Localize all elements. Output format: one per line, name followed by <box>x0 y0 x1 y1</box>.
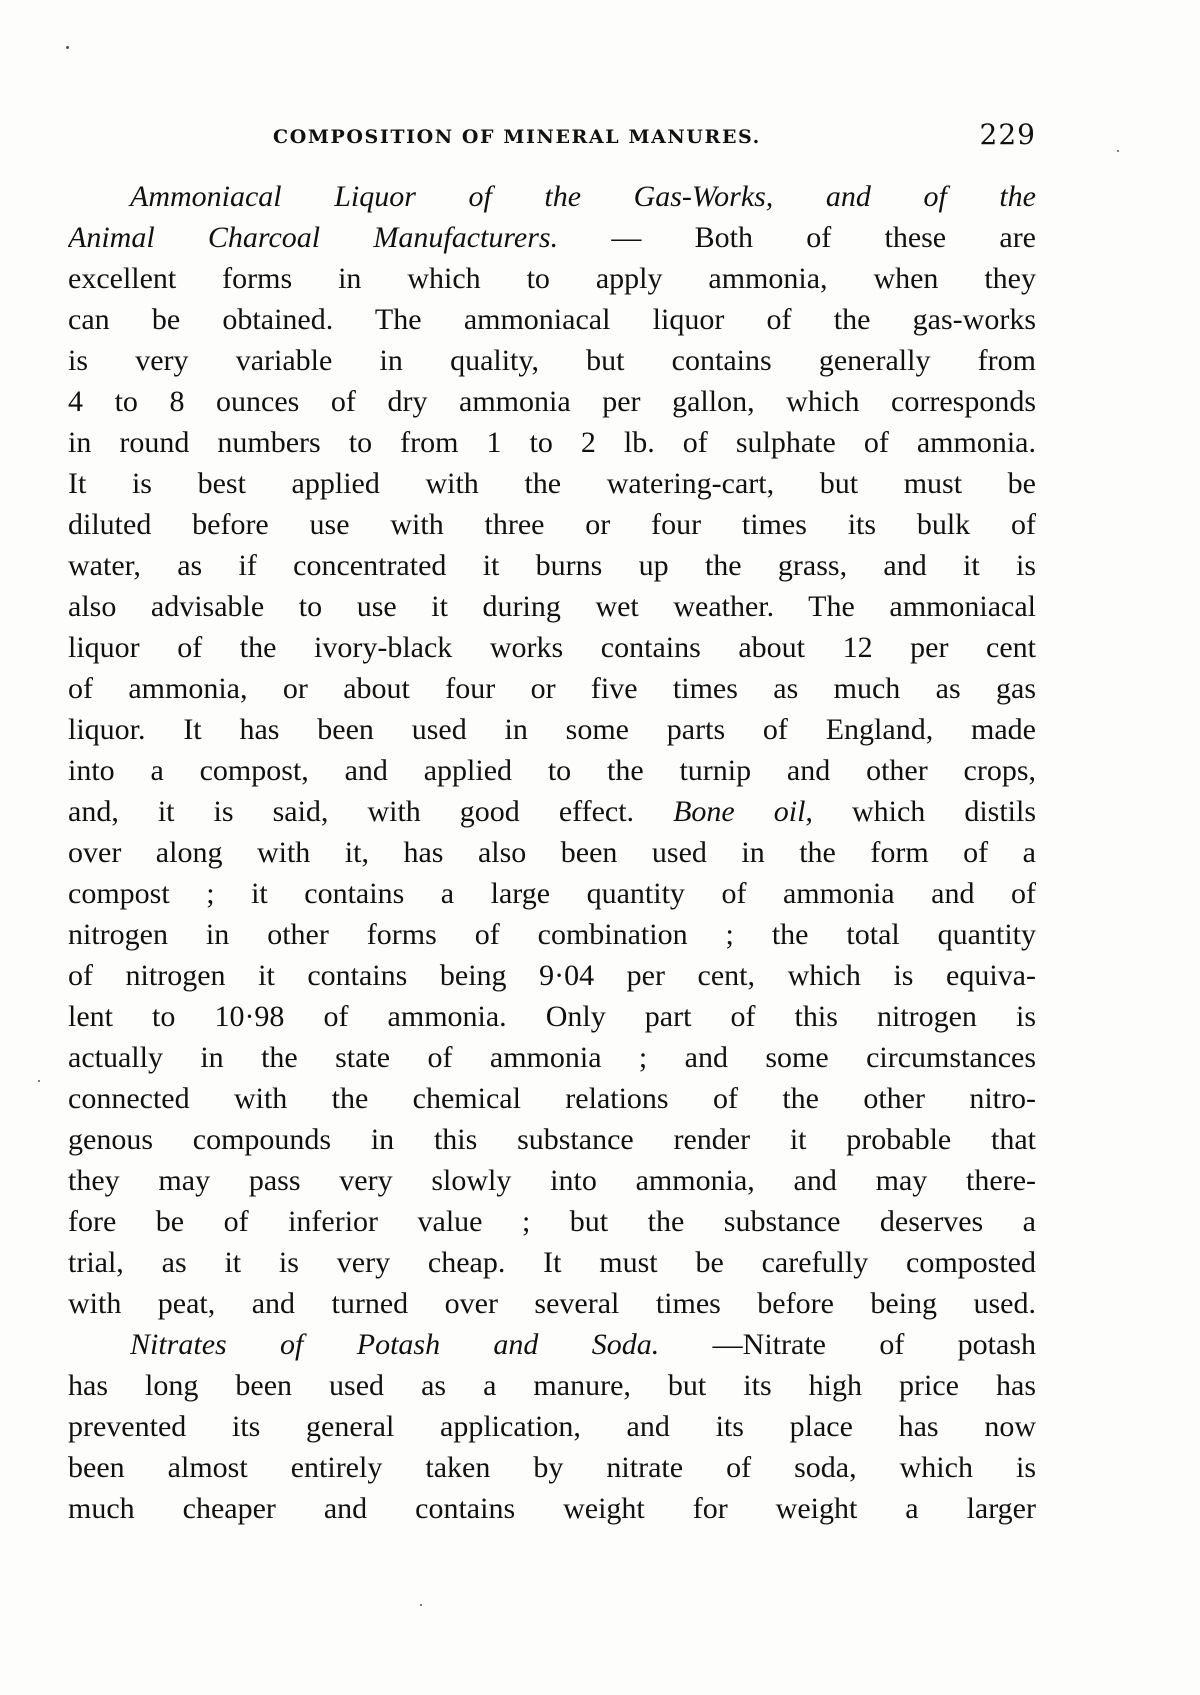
heading-text: Nitrates of Potash and Soda. <box>130 1328 660 1361</box>
text-line: also advisable to use it during wet weather. The ammoniacal <box>68 590 1036 623</box>
text-line: with peat, and turned over several times before being used. <box>68 1287 1036 1320</box>
text-line: trial, as it is very cheap. It must be carefully composted <box>68 1246 1036 1279</box>
text-line: lent to 10·98 of ammonia. Only part of this nitrogen is <box>68 1000 1036 1033</box>
paragraph-heading <box>68 1324 1036 1365</box>
text-line: into a compost, and applied to the turnip and other crops, <box>68 754 1036 787</box>
text-line: of ammonia, or about four or five times as much as gas <box>68 672 1036 705</box>
italic-term: Bone oil, <box>673 795 813 828</box>
text-line: fore be of inferior value ; but the substance deserves a <box>68 1205 1036 1238</box>
heading-text: Ammoniacal Liquor of the Gas-Works, and of the <box>130 180 1036 213</box>
text-line: over along with it, has also been used in the form of a <box>68 836 1036 869</box>
text-line: can be obtained. The ammoniacal liquor of the gas-works <box>68 303 1036 336</box>
text-line: 4 to 8 ounces of dry ammonia per gallon, which corresponds <box>68 385 1036 418</box>
text-line: water, as if concentrated it burns up the grass, and it is <box>68 549 1036 582</box>
text-line: compost ; it contains a large quantity of ammonia and of <box>68 877 1036 910</box>
text-line: been almost entirely taken by nitrate of soda, which is <box>68 1451 1036 1484</box>
text-line: they may pass very slowly into ammonia, and may there- <box>68 1164 1036 1197</box>
text-line: genous compounds in this substance render it probable that <box>68 1123 1036 1156</box>
text-line: liquor of the ivory-black works contains about 12 per cent <box>68 631 1036 664</box>
paper-speck <box>1117 150 1119 152</box>
text-line: of nitrogen it contains being 9·04 per cent, which is equiva- <box>68 959 1036 992</box>
paragraph-heading <box>68 176 1036 217</box>
text-line: diluted before use with three or four times its bulk of <box>68 508 1036 541</box>
text-line: much cheaper and contains weight for weight a larger <box>68 1492 1036 1525</box>
text-line: connected with the chemical relations of the other nitro- <box>68 1082 1036 1115</box>
text-line: liquor. It has been used in some parts of England, made <box>68 713 1036 746</box>
paper-speck <box>38 1080 40 1082</box>
text-line: excellent forms in which to apply ammonia, when they <box>68 262 1036 295</box>
text-line: is very variable in quality, but contains generally from <box>68 344 1036 377</box>
paper-speck <box>66 46 69 49</box>
running-head <box>68 118 1036 158</box>
running-title: COMPOSITION OF MINERAL MANURES. <box>273 126 761 148</box>
text-line: nitrogen in other forms of combination ; the total quantity <box>68 918 1036 951</box>
page-number: 229 <box>979 118 1036 151</box>
paper-speck <box>420 1604 422 1606</box>
heading-text: Animal Charcoal Manufacturers. <box>68 221 559 254</box>
text-line <box>68 217 1036 258</box>
text-line: actually in the state of ammonia ; and some circumstances <box>68 1041 1036 1074</box>
line-text: — Both of these are <box>611 221 1036 254</box>
text-line: prevented its general application, and its place has now <box>68 1410 1036 1443</box>
page-body <box>68 176 1036 1529</box>
line-text: which distils <box>851 795 1036 828</box>
text-line: in round numbers to from 1 to 2 lb. of sulphate of ammonia. <box>68 426 1036 459</box>
line-text: and, it is said, with good effect. <box>68 795 635 828</box>
text-line: It is best applied with the watering-cart, but must be <box>68 467 1036 500</box>
text-line: has long been used as a manure, but its high price has <box>68 1369 1036 1402</box>
line-text: —Nitrate of potash <box>712 1328 1036 1361</box>
text-line <box>68 791 1036 832</box>
